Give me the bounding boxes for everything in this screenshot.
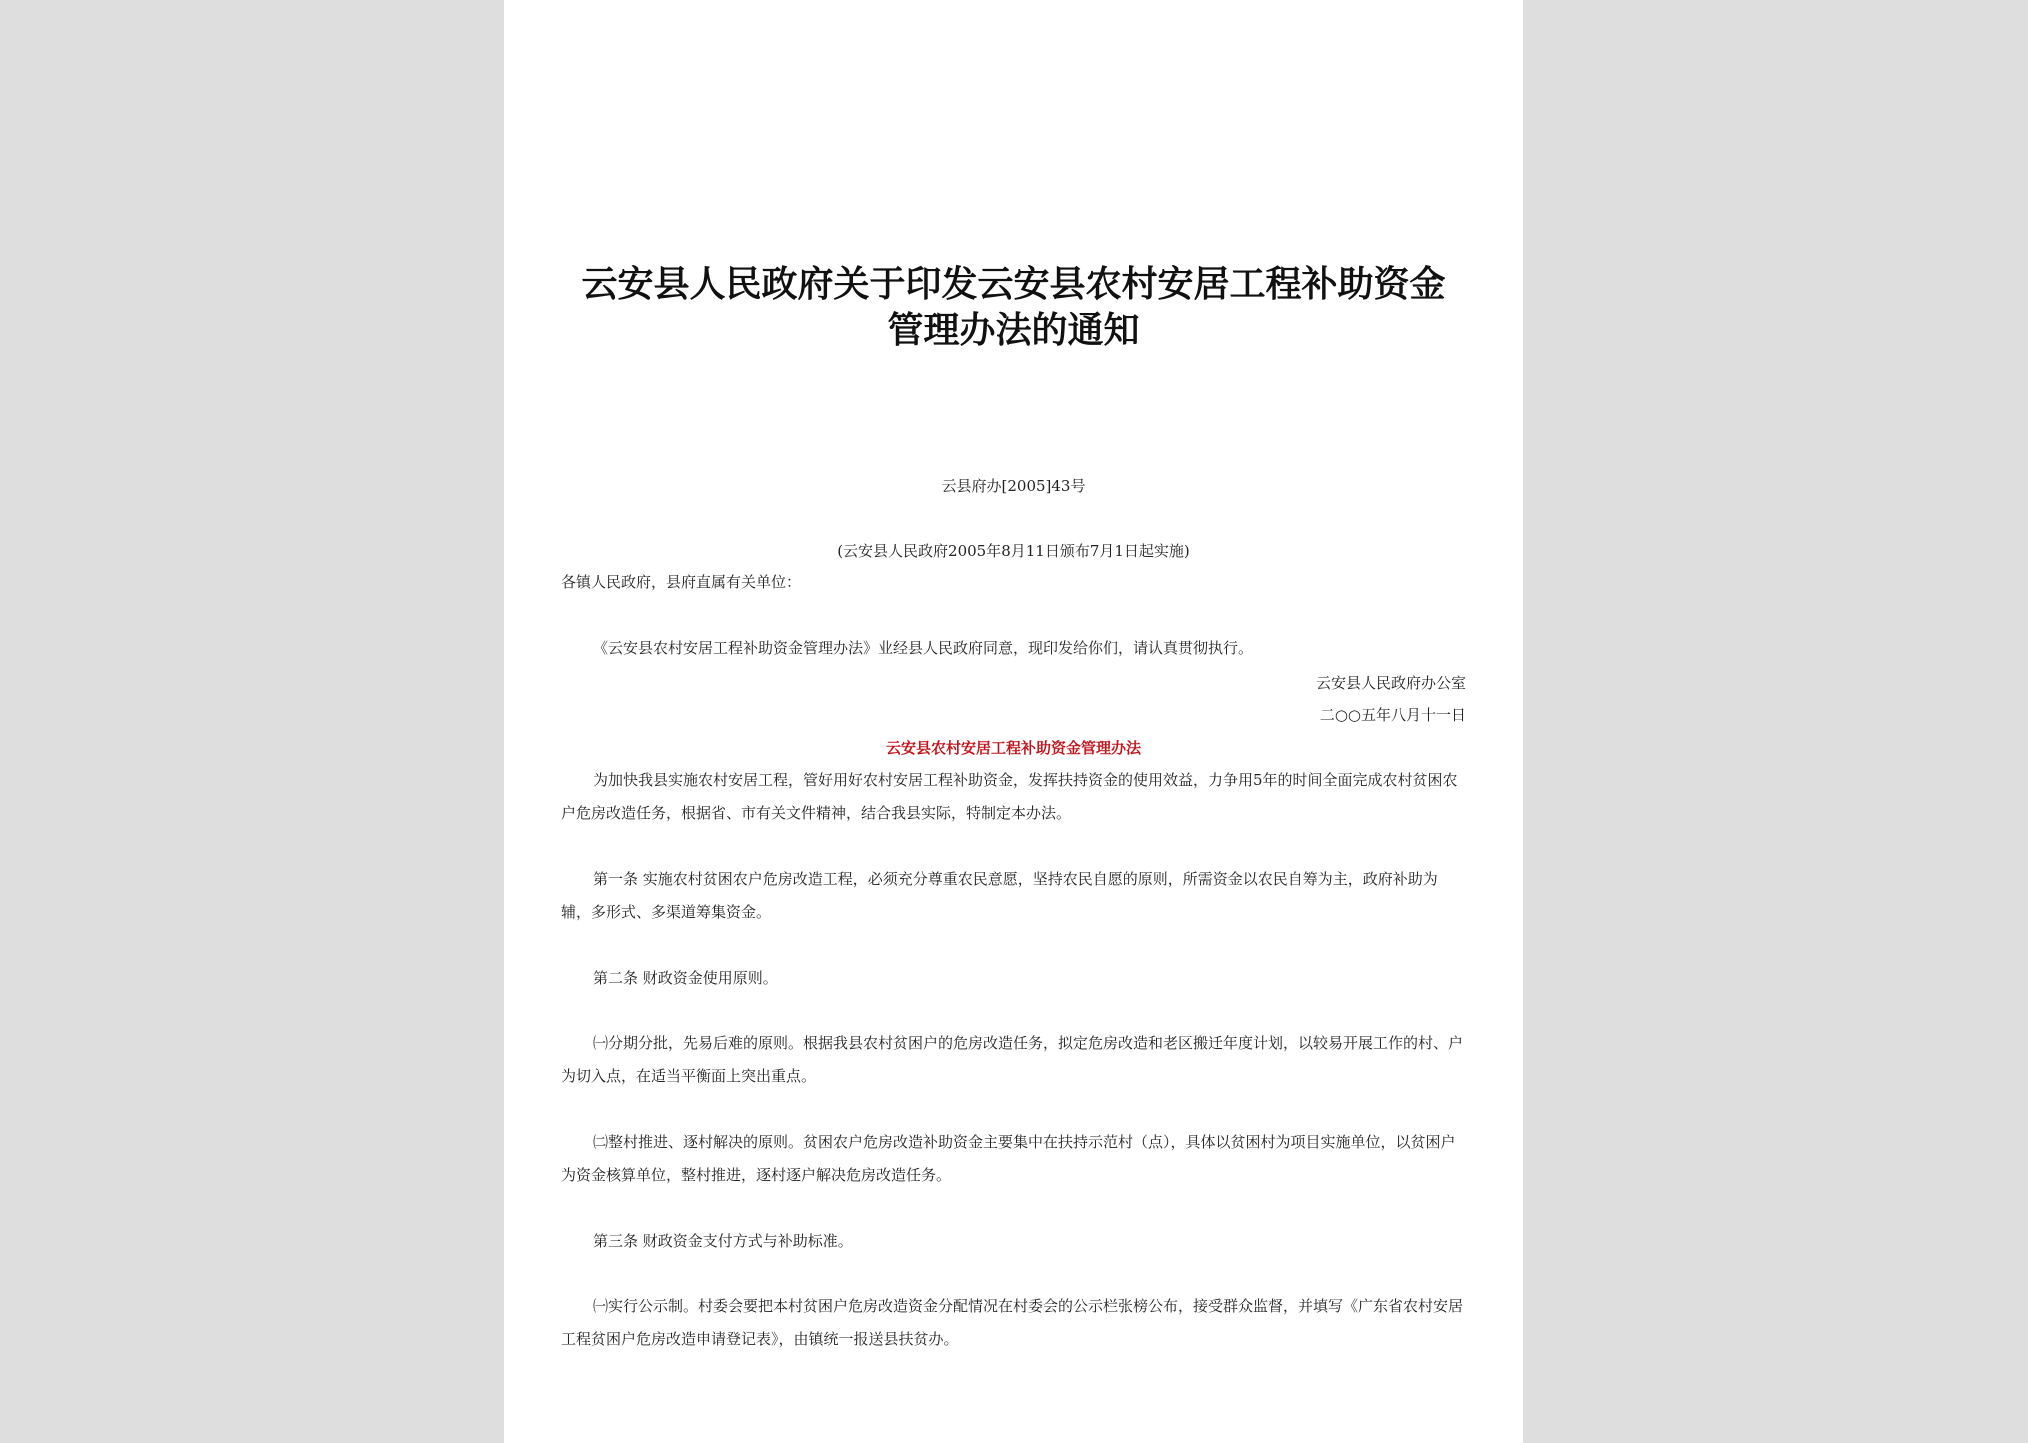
paragraph-article-1: 第一条 实施农村贫困农户危房改造工程，必须充分尊重农民意愿，坚持农民自愿的原则，所需资金以农民自筹为主，政府补助为辅，多形式、多渠道筹集资金。 bbox=[561, 870, 1438, 921]
document-number: 云县府办[2005]43号 bbox=[941, 477, 1086, 495]
paragraph-article-2: 第二条 财政资金使用原则。 bbox=[593, 969, 778, 987]
document-title-line-2: 管理办法的通知 bbox=[887, 309, 1140, 351]
intro-paragraph: 《云安县农村安居工程补助资金管理办法》业经县人民政府同意，现印发给你们，请认真贯彻执行。 bbox=[593, 639, 1254, 657]
paragraph-article-2-item-2: ㈡整村推进、逐村解决的原则。贫困农户危房改造补助资金主要集中在扶持示范村（点），具体以贫困村为项目实施单位，以贫困户为资金核算单位，整村推进，逐村逐户解决危房改造任务。 bbox=[561, 1133, 1456, 1184]
paragraph-article-2-item-1: ㈠分期分批，先易后难的原则。根据我县农村贫困户的危房改造任务，拟定危房改造和老区搬迁年度计划，以较易开展工作的村、户为切入点，在适当平衡面上突出重点。 bbox=[561, 1034, 1464, 1085]
document-page bbox=[504, 0, 1523, 1443]
signer: 云安县人民政府办公室 bbox=[1315, 674, 1466, 692]
document-title-line-1: 云安县人民政府关于印发云安县农村安居工程补助资金 bbox=[581, 263, 1446, 305]
paragraph-article-3-item-1: ㈠实行公示制。村委会要把本村贫困户危房改造资金分配情况在村委会的公示栏张榜公布，接受群众监督，并填写《广东省农村安居工程贫困户危房改造申请登记表》，由镇统一报送县扶贫办。 bbox=[561, 1297, 1464, 1348]
paragraph-article-3: 第三条 财政资金支付方式与补助标准。 bbox=[593, 1232, 853, 1250]
sign-date: 二○○五年八月十一日 bbox=[1319, 706, 1466, 724]
paragraph-preamble: 为加快我县实施农村安居工程，管好用好农村安居工程补助资金，发挥扶持资金的使用效益，力争用5年的时间全面完成农村贫困农户危房改造任务，根据省、市有关文件精神，结合我县实际，特制定本办法。 bbox=[561, 771, 1458, 822]
issue-note: (云安县人民政府2005年8月11日颁布7月1日起实施) bbox=[837, 542, 1190, 560]
measures-title: 云安县农村安居工程补助资金管理办法 bbox=[885, 739, 1141, 757]
salutation: 各镇人民政府，县府直属有关单位： bbox=[561, 573, 802, 591]
